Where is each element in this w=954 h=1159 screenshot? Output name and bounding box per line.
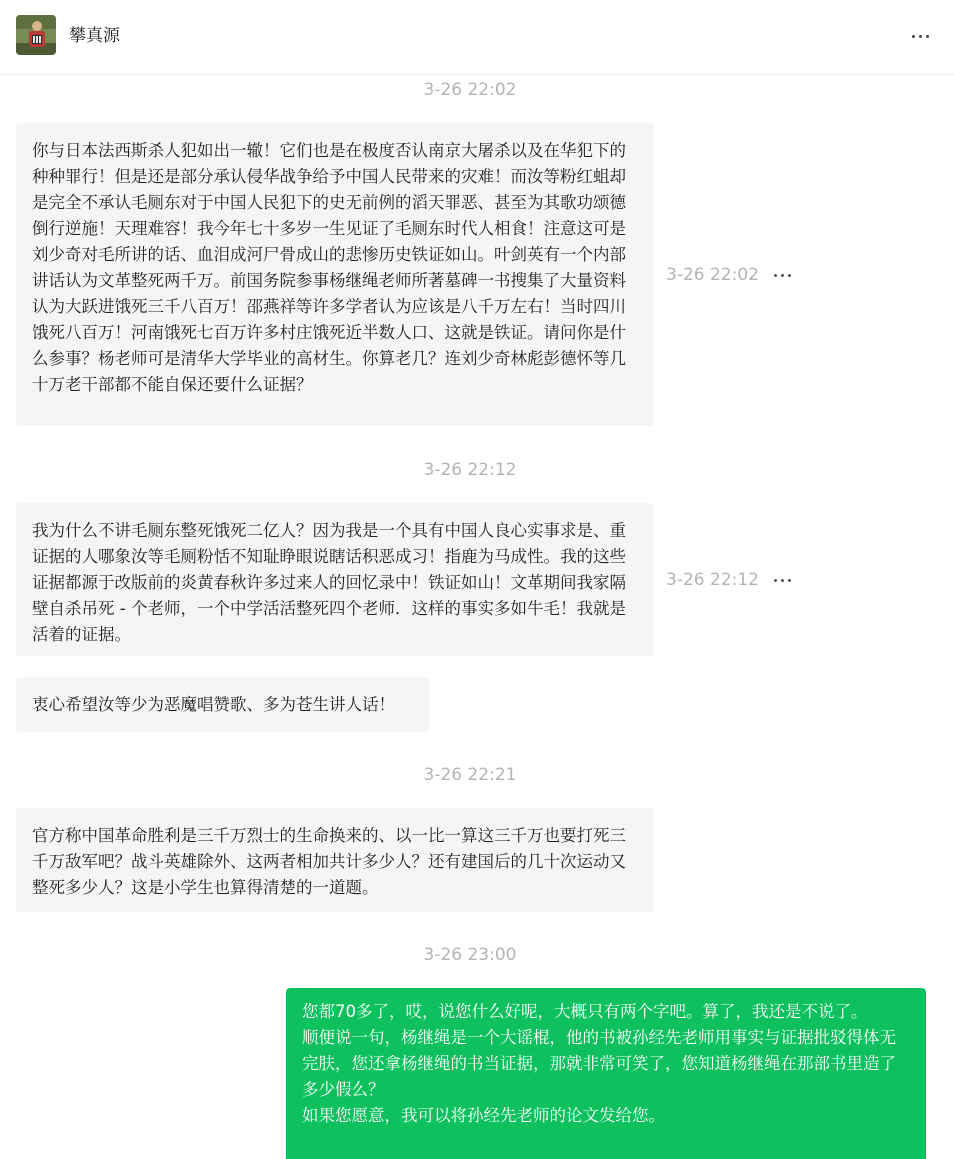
message-bubble-outgoing[interactable] [286,988,926,1159]
message-time: 3-26 22:02 [666,265,759,285]
message-bubble-incoming[interactable] [16,503,654,656]
message-more-icon[interactable] [773,265,793,285]
timestamp-divider: 3-26 22:21 [423,765,517,785]
avatar[interactable] [16,15,56,55]
message-text: 您都70多了，哎，说您什么好呢，大概只有两个字吧。算了，我还是不说了。 顺便说一句，杨继绳是一个大谣棍，他的书被孙经先老师用事实与证据批驳得体无完肤，您还拿杨继绳的书当证据，那就非常可笑了，您知道杨继绳在那部书里造了多少假么？ 如果您愿意，我可以将孙经先老师的论文发给您。 [302,1002,896,1125]
more-options-icon[interactable] [906,24,934,48]
timestamp-divider: 3-26 22:12 [423,460,517,480]
chat-header [0,0,954,75]
message-meta [666,263,793,287]
message-text: 衷心希望汝等少为恶魔唱赞歌、多为苍生讲人话！ [32,695,395,714]
message-meta [666,568,793,592]
message-text: 我为什么不讲毛厕东整死饿死二亿人？因为我是一个具有中国人良心实事求是、重证据的人哪象汝等毛厕粉恬不知耻睁眼说瞎话积恶成习！指鹿为马成性。我的这些证据都源于改版前的炎黄春秋许多过来人的回忆录中！铁证如山！文革期间我家隔壁自杀吊死 - 个老师，一个中学活活整死四个老师．这样的事实多如牛毛！我就是活着的证据。 [32,521,626,644]
message-bubble-incoming[interactable] [16,123,654,426]
message-text: 官方称中国革命胜利是三千万烈士的生命换来的、以一比一算这三千万也要打死三千万敌军吧？战斗英雄除外、这两者相加共计多少人？还有建国后的几十次运动又整死多少人？这是小学生也算得清楚的一道题。 [32,826,626,897]
message-time: 3-26 22:12 [666,570,759,590]
timestamp-divider: 3-26 22:02 [423,80,517,100]
message-text: 你与日本法西斯杀人犯如出一辙！它们也是在极度否认南京大屠杀以及在华犯下的种种罪行！但是还是部分承认侵华战争给予中国人民带来的灾难！而汝等粉红蛆却是完全不承认毛厕东对于中国人民犯下的史无前例的滔天罪恶、甚至为其歌功颂德倒行逆施！天理难容！我今年七十多岁一生见证了毛厕东时代人相食！注意这可是刘少奇对毛所讲的话、血泪成河尸骨成山的悲惨历史铁证如山。叶剑英有一个内部讲话认为文革整死两千万。前国务院参事杨继绳老师所著墓碑一书搜集了大量资料认为大跃进饿死三千八百万！邵燕祥等许多学者认为应该是八千万左右！当时四川饿死八百万！河南饿死七百万许多村庄饿死近半数人口、这就是铁证。请问你是什么参事？杨老师可是清华大学毕业的高材生。你算老几？连刘少奇林彪彭德怀等几十万老干部都不能自保还要什么证据？ [32,141,626,394]
message-bubble-incoming[interactable] [16,677,430,732]
timestamp-divider: 3-26 23:00 [423,945,517,965]
message-bubble-incoming[interactable] [16,808,654,912]
contact-name: 攀真源 [69,26,120,46]
message-more-icon[interactable] [773,570,793,590]
